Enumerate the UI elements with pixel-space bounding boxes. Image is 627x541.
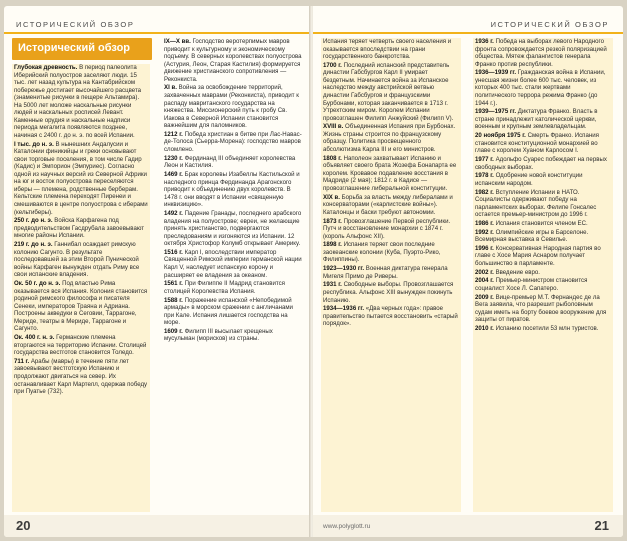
entry-text: Гражданская война в Испании, унесшая жизни более 600 тыс. человек, из которых 400 тыс. стали жертвами политического террора режима Франко (до 1944 г.). bbox=[475, 69, 606, 107]
entry-date: XIX в. bbox=[323, 193, 340, 201]
timeline-entry bbox=[164, 297, 302, 327]
entry-date: Глубокая древность. bbox=[14, 64, 78, 71]
timeline-entry bbox=[164, 280, 302, 295]
timeline-entry bbox=[473, 294, 613, 324]
entry-date: 1996 г. bbox=[475, 244, 494, 252]
entry-text: Германские племена вторгаются на территорию Испании. Столицей государства вестготов становится Толедо. bbox=[14, 334, 147, 357]
entry-date: 1936 г. bbox=[475, 38, 494, 45]
entry-date: 1808 г. bbox=[323, 154, 342, 162]
entry-date: Ок. 400 г. н. э. bbox=[14, 334, 55, 342]
entry-text: Вступление Испании в НАТО. Социалисты одерживают победу на парламентских выборах. Фелипе Гонсалес остается премьер-министром до 1996 г. bbox=[475, 188, 597, 219]
entry-text: Арабы (мавры) в течение пяти лет завоевывают вестготскую Испанию и продолжают двигаться на север. Их останавливает Карл Мартелл, одержав победу при Пуатье (732). bbox=[14, 357, 148, 396]
timeline-entry bbox=[473, 189, 613, 219]
timeline-entry bbox=[473, 38, 613, 68]
timeline-entry bbox=[473, 172, 613, 187]
timeline-entry bbox=[321, 265, 461, 280]
timeline-entry bbox=[164, 38, 302, 83]
timeline-entry bbox=[12, 64, 150, 139]
entry-date: 2010 г. bbox=[475, 325, 494, 333]
running-header-right: ИСТОРИЧЕСКИЙ ОБЗОР bbox=[490, 20, 609, 29]
page-number-left: 20 bbox=[16, 518, 31, 533]
entry-text: Премьер-министром становится социалист Хосе Л. Сапатеро. bbox=[475, 277, 588, 293]
entry-text: В период палеолита Иберийский полуостров заселяют люди. 15 тыс. лет назад культура на Кантабрийском побережье достигает высочайшего расцвета (знаменитые рисунки в пещере Альтамира). На 5000 лет моложе наскальные рисунки людей и наскальных росписей Левант. Каменные орудия и наскальные надписи периода мегалита появляются позднее, начиная с 2400 г. до н. э. по всей Испании. bbox=[14, 64, 142, 139]
header-rule-right bbox=[313, 32, 623, 34]
section-title-bar bbox=[12, 38, 152, 60]
timeline-entry bbox=[12, 334, 150, 357]
timeline-entry bbox=[321, 155, 461, 193]
entry-text: Испания теряет свои последние заокеанские колонии (Куба, Пуэрто-Рико, Филиппины). bbox=[323, 241, 441, 264]
left-column-1 bbox=[12, 64, 150, 512]
entry-date: 20 ноября 1975 г. bbox=[475, 132, 526, 140]
right-page bbox=[313, 6, 623, 537]
entry-text: Война за освобождение территорий, захваченных маврами (Реконкиста), приводит к распаду мавританского государства на княжества. Миссионерский путь к гробу Св. Иакова в Северной Испании становится важнейшим для паломников. bbox=[164, 84, 299, 130]
entry-text: Войска Карфагена под предводительством Гасдрубала завоевывают многие районы Испании. bbox=[14, 217, 145, 240]
timeline-entry bbox=[321, 281, 461, 304]
entry-date: XVIII в. bbox=[323, 123, 344, 131]
entry-date: 1982 г. bbox=[475, 188, 494, 196]
timeline-entry bbox=[12, 217, 150, 240]
entry-date: 1561 г. bbox=[164, 280, 183, 288]
entry-date: 1609 г. bbox=[164, 327, 183, 335]
timeline-entry bbox=[321, 194, 461, 217]
entry-date: 1978 г. bbox=[475, 172, 494, 180]
timeline-entry bbox=[473, 69, 613, 107]
entry-text: Вице-премьер М.Т. Фернандес де ла Вега заявила, что разрешит рыболовным судам иметь на борту боевое вооружение для защиты от пиратов. bbox=[475, 293, 607, 324]
entry-text: Военная диктатура генерала Мигеля Примо де Риверы. bbox=[323, 265, 448, 280]
running-header-left: ИСТОРИЧЕСКИЙ ОБЗОР bbox=[16, 20, 135, 29]
entry-date: 1931 г. bbox=[323, 281, 342, 289]
left-page bbox=[4, 6, 311, 537]
entry-text: В нынешних Андалусии и Каталонии финикийцы и греки основывают свои торговые поселения, в том числе Гадир (Кадис) и Эмпорион (Эмпуриес). Согласно одной из научных версий из Северной Африки на юг и восток полуострова переселяются иберы — племена, родственные берберам. Кельтские племена переходят Пиренеи и смешиваются в центре полуострова с иберами (кельтиберы). bbox=[14, 140, 148, 216]
timeline-entry bbox=[473, 220, 613, 228]
timeline-entry bbox=[164, 210, 302, 248]
timeline-entry bbox=[12, 141, 150, 216]
timeline-entry bbox=[321, 62, 461, 122]
entry-date: 1934—1936 гг. bbox=[323, 305, 365, 313]
timeline-entry bbox=[321, 241, 461, 264]
entry-text: Олимпийские игры в Барселоне. Всемирная выставка в Севилье. bbox=[475, 228, 589, 244]
timeline-entry bbox=[473, 132, 613, 155]
footer-left bbox=[4, 515, 311, 537]
right-column-1 bbox=[321, 38, 461, 512]
timeline-entry bbox=[473, 269, 613, 277]
entry-text: Под властью Рима оказывается вся Испания. Колония становится родиной римского философа и писателя Сенеки, императоров Траяна и Адриана. Построены акведуки в Сеговии, Таррагоне, Мериде, театры в Мериде, Таррагоне и Сагунто. bbox=[14, 280, 148, 333]
timeline-entry bbox=[473, 325, 613, 333]
entry-date: 250 г. до н. э. bbox=[14, 217, 53, 225]
entry-text: Испания теряет четверть своего населения и оказывается впоследствии на грани государственного банкротства. bbox=[323, 38, 452, 61]
timeline-entry bbox=[164, 131, 302, 154]
entry-date: 1992 г. bbox=[475, 228, 494, 236]
entry-date: 1923—1930 гг. bbox=[323, 265, 365, 273]
entry-text: Объединенная Испания при Бурбонах. Жизнь страны строится по французскому образцу. Политика просвещенного абсолютизма Карла III и его министров. bbox=[323, 123, 456, 154]
timeline-entry bbox=[473, 108, 613, 131]
entry-text: Падение Гранады, последнего арабского владения на полуострове; евреи, не желающие принять христианство, подвергаются преследованиям и изгоняются из Испании. 12 октября Христофор Колумб открывает Америку. bbox=[164, 209, 302, 248]
timeline-entry bbox=[164, 249, 302, 279]
entry-date: 1898 г. bbox=[323, 241, 342, 249]
entry-text: Фердинанд III объединяет королевства Леон и Кастилия. bbox=[164, 154, 296, 170]
entry-text: Ганнибал осаждает римскую колонию Сагунто. В результате последовавшей за этим Второй Пунической войны Карфаген вынужден отдать Риму все свои испанские владения. bbox=[14, 241, 140, 279]
entry-text: Борьба за власть между либералами и консерваторами («карлистские войны»). Каталонцы и баски требуют автономии. bbox=[323, 193, 453, 216]
entry-text: Консервативная Народная партия во главе с Хосе Мария Аснаром получает большинство в парламенте. bbox=[475, 244, 601, 267]
entry-text: Последний испанский представитель династии Габсбургов Карл II умирает бездетным. Начинается война за Испанское наследство между австрийской ветвью династии Габсбургов и французскими Бурбонами, которая заканчивается в 1713 г. Утрехтским миром. Королем Испании провозглашен Филипп Анжуйский (Филипп V). bbox=[323, 61, 454, 122]
timeline-entry bbox=[321, 218, 461, 241]
entry-date: 2004 г. bbox=[475, 277, 494, 285]
entry-text: Провозглашение Первой республики. Путч и восстановление монархии с 1874 г. (король Альфонс XII). bbox=[323, 217, 451, 240]
entry-text: Филипп III высылает крещеных мусульман (морисков) из страны. bbox=[164, 327, 273, 343]
entry-text: Карл I, впоследствии император Священной Римской империи германской нации Карл V, наследует испанскую корону и расширяет ее владения за океаном. bbox=[164, 248, 302, 279]
right-column-2 bbox=[473, 38, 613, 512]
timeline-entry bbox=[164, 155, 302, 170]
timeline-entry bbox=[164, 171, 302, 209]
timeline-entry bbox=[473, 229, 613, 244]
entry-text: Победа на выборах левого Народного фронта сопровождается резкой поляризацией общества. Мятеж фалангистов генерала Франко против республики. bbox=[475, 38, 607, 68]
entry-text: Победа христиан в битве при Лас-Навас-де-Толоса (Сьерра-Морена): господство мавров сломлено. bbox=[164, 130, 302, 154]
entry-date: 1230 г. bbox=[164, 154, 183, 162]
timeline-entry bbox=[321, 123, 461, 153]
entry-text: Брак королевы Изабеллы Кастильской и наследного принца Фердинанда Арагонского приводит к объединению двух королевств. В 1478 г. они вводят в Испании «священную инквизицию». bbox=[164, 171, 300, 209]
entry-date: 1492 г. bbox=[164, 209, 183, 217]
timeline-entry bbox=[12, 280, 150, 333]
entry-text: Поражение испанской «Непобедимой армады» в морском сражении с англичанами при Кале. Испания лишается господства на море. bbox=[164, 296, 293, 327]
entry-text: Свободные выборы. Провозглашается республика. Альфонс XIII вынужден покинуть Испанию. bbox=[323, 281, 454, 304]
entry-text: Диктатура Франко. Власть в стране принадлежит католической церкви, военным и крупным землевладельцам. bbox=[475, 108, 598, 131]
entry-text: Введение евро. bbox=[493, 268, 540, 276]
entry-text: Смерть Франко. Испания становится конституционной монархией во главе с королем Хуаном Карлосом I. bbox=[475, 132, 599, 155]
entry-text: Наполеон захватывает Испанию и объявляет своего брата Жозефа Бонапарта ее королем. Кровавое подавление восстания в Мадриде (2 мая); 1812 г. в Кадисе — провозглашение либеральной конституции. bbox=[323, 154, 457, 192]
timeline-entry bbox=[473, 277, 613, 292]
entry-date: 1588 г. bbox=[164, 296, 183, 304]
header-rule-left bbox=[4, 32, 311, 34]
website-url: www.polyglott.ru bbox=[323, 523, 371, 530]
entry-text: Испанию посетили 53 млн туристов. bbox=[493, 325, 599, 333]
entry-date: 1469 г. bbox=[164, 171, 183, 179]
entry-text: При Филиппе II Мадрид становится столицей Королевства Испания. bbox=[164, 280, 285, 295]
timeline-entry bbox=[321, 38, 461, 61]
entry-date: XI в. bbox=[164, 84, 177, 92]
page-number-right: 21 bbox=[594, 518, 609, 533]
section-title: Исторический обзор bbox=[18, 42, 131, 54]
timeline-entry bbox=[12, 241, 150, 279]
entry-date: 1936—1939 гг. bbox=[475, 69, 517, 77]
entry-date: 711 г. bbox=[14, 357, 30, 365]
timeline-entry bbox=[321, 305, 461, 328]
entry-date: 2002 г. bbox=[475, 268, 494, 276]
timeline-entry bbox=[473, 245, 613, 268]
entry-text: Адольфо Суарес побеждает на первых свободных выборах. bbox=[475, 155, 607, 171]
entry-date: IX—X вв. bbox=[164, 38, 191, 45]
entry-date: 1939—1975 гг. bbox=[475, 108, 517, 116]
entry-date: 1977 г. bbox=[475, 155, 494, 163]
timeline-entry bbox=[164, 328, 302, 343]
entry-date: I тыс. до н. э. bbox=[14, 140, 54, 148]
left-column-2 bbox=[164, 38, 302, 512]
entry-text: «Два черных года»: правое правительство пытается восстановить «старый порядок». bbox=[323, 305, 458, 328]
timeline-entry bbox=[12, 358, 150, 396]
entry-date: 1986 г. bbox=[475, 219, 494, 227]
entry-date: 1873 г. bbox=[323, 217, 342, 225]
entry-date: 1516 г. bbox=[164, 248, 183, 256]
entry-date: 2009 г. bbox=[475, 293, 494, 301]
entry-text: Господство веротерпимых мавров приводит к культурному и экономическому подъему. В северных королевствах полуострова (Астурия, Леон, Старая Кастилия) формируется движение христианского сопротивления — Реконкиста. bbox=[164, 38, 302, 83]
entry-date: Ок. 50 г. до н. э. bbox=[14, 280, 61, 288]
timeline-entry bbox=[164, 84, 302, 129]
entry-date: 1700 г. bbox=[323, 61, 342, 69]
entry-date: 1212 г. bbox=[164, 130, 183, 138]
timeline-entry bbox=[473, 156, 613, 171]
entry-date: 219 г. до н. э. bbox=[14, 241, 53, 249]
entry-text: Одобрение новой конституции испанским народом. bbox=[475, 172, 583, 187]
entry-text: Испания становится членом ЕС. bbox=[493, 219, 588, 227]
